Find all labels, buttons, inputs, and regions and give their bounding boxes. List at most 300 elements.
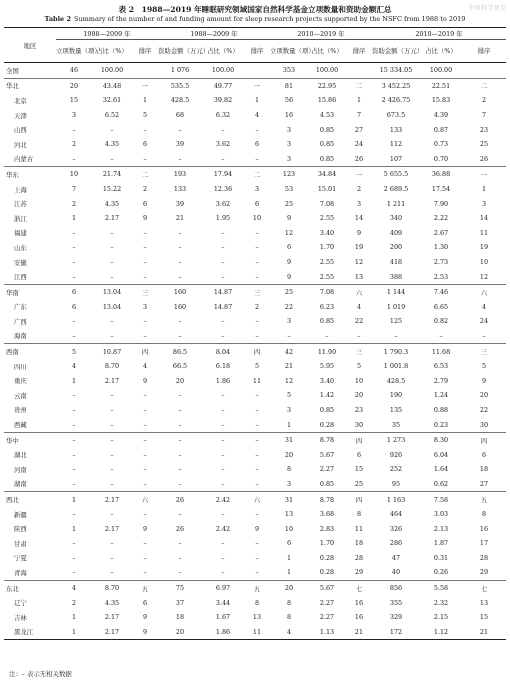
table-cell: – (110, 405, 114, 414)
table-cell: 21 (175, 214, 185, 223)
table-cell: 1.95 (215, 214, 231, 223)
table-cell: 一 (132, 78, 158, 93)
column-header-row (4, 40, 506, 63)
table-cell: 17.54 (431, 185, 451, 194)
table-row (4, 108, 506, 123)
table-cell: 六 (132, 492, 158, 507)
table-row (4, 403, 506, 418)
table-cell: 18 (354, 539, 364, 548)
table-cell: 三 (346, 344, 372, 359)
table-cell: – (178, 391, 182, 400)
table-cell: – (72, 154, 76, 163)
table-cell: – (143, 479, 147, 488)
table-cell: 1.86 (215, 376, 231, 385)
table-cell: – (244, 432, 270, 447)
table-cell: 22 (479, 405, 489, 414)
table-cell: 6.32 (215, 111, 231, 120)
table-cell: 2.83 (319, 524, 335, 533)
table-cell: 28 (354, 553, 364, 562)
table-cell: 3 (356, 199, 362, 208)
table-cell: 15.86 (317, 96, 337, 105)
region-name: 湖北 (14, 451, 27, 460)
table-row (4, 521, 506, 536)
table-cell: – (255, 568, 259, 577)
table-cell: 二 (346, 78, 372, 93)
table-cell: 22 (284, 302, 294, 311)
table-cell: 86.5 (158, 344, 202, 359)
table-cell: 4.35 (104, 598, 120, 607)
table-row (4, 269, 506, 284)
table-cell (132, 63, 158, 79)
table-cell: – (110, 272, 114, 281)
table-cell: – (143, 154, 147, 163)
table-cell: 四 (346, 432, 372, 447)
table-cell: 15 (354, 465, 364, 474)
table-cell: – (143, 317, 147, 326)
table-cell: 五 (132, 580, 158, 595)
table-cell: 四 (244, 344, 270, 359)
table-cell: 20 (354, 391, 364, 400)
table-cell: – (178, 465, 182, 474)
table-cell: 2.17 (104, 613, 120, 622)
header-group-fund-1988: 1988—2009 年 (158, 28, 270, 40)
table-cell: – (255, 405, 259, 414)
table-cell: 193 (158, 167, 202, 182)
table-cell: 1 163 (372, 492, 420, 507)
region-name: 湖南 (14, 480, 27, 489)
table-cell: – (255, 553, 259, 562)
table-cell: 18 (479, 465, 489, 474)
table-row (4, 182, 506, 197)
table-cell: 4 (254, 111, 260, 120)
table-cell: – (178, 258, 182, 267)
region-name: 贵州 (14, 406, 27, 415)
table-cell: 30 (354, 420, 364, 429)
table-cell: 0.70 (433, 154, 449, 163)
region-name: 山东 (14, 243, 27, 252)
region-name: 新疆 (14, 510, 27, 519)
table-cell: 20 (270, 580, 308, 595)
table-cell: – (178, 450, 182, 459)
table-cell: 66.5 (172, 362, 188, 371)
table-cell: 35 (391, 420, 401, 429)
table-cell: 2.79 (433, 376, 449, 385)
table-cell (462, 63, 506, 79)
column-header: 资助金额（万元） (372, 40, 420, 63)
table-cell: 6.97 (202, 580, 244, 595)
table-cell: 三 (132, 284, 158, 299)
table-cell: 46 (69, 66, 79, 75)
table-cell: 535.5 (158, 78, 202, 93)
table-cell: 0.85 (319, 317, 335, 326)
table-cell: 6 (142, 598, 148, 607)
table-cell: 13 (479, 598, 489, 607)
table-cell: 3 (286, 140, 292, 149)
column-header: 占比（%） (202, 40, 244, 63)
table-row (4, 373, 506, 388)
table-cell: 1.70 (319, 539, 335, 548)
table-cell: 36.88 (420, 167, 462, 182)
table-row (4, 300, 506, 315)
table-cell: 3.68 (319, 510, 335, 519)
table-row (4, 492, 506, 507)
table-cell: 四 (346, 492, 372, 507)
table-cell: – (221, 450, 225, 459)
table-cell: 10.87 (92, 344, 132, 359)
table-cell: 1 (356, 96, 362, 105)
table-cell: 1 (71, 524, 77, 533)
table-cell: 18 (175, 613, 185, 622)
table-row (4, 314, 506, 329)
table-cell: 9 (132, 625, 158, 640)
region-name: 广西 (14, 317, 27, 326)
table-cell: 3 (481, 199, 487, 208)
table-cell: – (72, 420, 76, 429)
table-cell: 37 (175, 598, 185, 607)
table-cell: 1.64 (433, 465, 449, 474)
table-cell: 27 (479, 479, 489, 488)
table-cell: 6.23 (319, 302, 335, 311)
table-cell: – (482, 331, 486, 340)
table-cell: 25 (284, 199, 294, 208)
table-cell: 24 (479, 317, 489, 326)
table-cell: 20 (479, 391, 489, 400)
table-cell: – (255, 317, 259, 326)
table-cell: 25 (354, 479, 364, 488)
table-cell: 4 (481, 302, 487, 311)
region-name: 西南 (4, 344, 56, 359)
table-row (4, 536, 506, 551)
table-cell: 1.67 (215, 613, 231, 622)
region-name: 甘肃 (14, 539, 27, 548)
table-cell: 1.70 (319, 243, 335, 252)
table-cell: 2.27 (319, 613, 335, 622)
table-row (4, 432, 506, 447)
table-cell: 四 (132, 344, 158, 359)
table-cell: 1 (56, 625, 92, 640)
table-row (4, 625, 506, 640)
table-cell: 1 (254, 96, 260, 105)
table-cell: 6 (142, 199, 148, 208)
table-cell: 0.82 (433, 317, 449, 326)
table-body (4, 63, 506, 640)
table-cell: 14 (354, 214, 364, 223)
table-cell: 13 (252, 613, 262, 622)
table-cell: – (72, 465, 76, 474)
table-cell: 42 (270, 344, 308, 359)
table-cell: – (221, 510, 225, 519)
table-cell: 17 (479, 539, 489, 548)
table-cell: 1 (142, 96, 148, 105)
table-cell: 0.31 (433, 553, 449, 562)
table-cell: 0.62 (433, 479, 449, 488)
table-cell: 107 (389, 154, 403, 163)
region-name: 青海 (14, 568, 27, 577)
table-cell: 39 (175, 199, 185, 208)
table-cell: 22.95 (308, 78, 346, 93)
region-name: 西北 (4, 492, 56, 507)
table-cell: – (178, 317, 182, 326)
table-cell: – (110, 465, 114, 474)
table-cell: 3.62 (215, 199, 231, 208)
table-cell: 2 (71, 598, 77, 607)
table-cell: – (221, 553, 225, 562)
table-row (4, 595, 506, 610)
table-cell: 5 (56, 344, 92, 359)
table-cell: 21 (346, 625, 372, 640)
table-cell: 11 (479, 228, 489, 237)
table-cell: – (72, 258, 76, 267)
table-cell: 2.17 (92, 625, 132, 640)
region-name: 河南 (14, 465, 27, 474)
table-cell: 4.35 (104, 140, 120, 149)
table-cell: 2.67 (433, 228, 449, 237)
table-cell: – (221, 331, 225, 340)
table-cell: 409 (389, 228, 403, 237)
table-cell: 2.27 (319, 598, 335, 607)
table-cell: 8 (254, 598, 260, 607)
table-cell: – (72, 539, 76, 548)
table-cell: – (221, 420, 225, 429)
table-cell: 326 (389, 524, 403, 533)
table-cell: – (221, 154, 225, 163)
table-cell: 353 (282, 66, 296, 75)
table-cell: 23 (354, 405, 364, 414)
table-cell: 四 (462, 432, 506, 447)
table-cell: – (221, 539, 225, 548)
table-cell: 12 (479, 272, 489, 281)
table-cell: 1 (71, 613, 77, 622)
table-cell: 8 (286, 598, 292, 607)
table-cell: – (72, 125, 76, 134)
table-cell: 3 (286, 154, 292, 163)
table-row (4, 78, 506, 93)
table-cell: 47 (391, 553, 401, 562)
table-cell: – (221, 568, 225, 577)
region-name: 山西 (14, 126, 27, 135)
region-name: 四川 (14, 362, 27, 371)
region-name: 北京 (14, 96, 27, 105)
table-cell: 9 (142, 524, 148, 533)
table-cell: 9 (142, 613, 148, 622)
table-cell: 3 (254, 185, 260, 194)
table-cell: 30 (479, 420, 489, 429)
table-cell: 133 (173, 185, 187, 194)
table-cell: 160 (173, 302, 187, 311)
table-cell: – (110, 420, 114, 429)
table-cell: 1 (286, 553, 292, 562)
column-header: 排序 (346, 40, 372, 63)
table-cell: 2 (481, 96, 487, 105)
table-cell: 23 (479, 125, 489, 134)
table-row (4, 580, 506, 595)
table-cell: 25 (270, 284, 308, 299)
table-cell: – (255, 450, 259, 459)
table-cell: – (255, 272, 259, 281)
table-cell: – (255, 243, 259, 252)
table-cell: 5 (286, 391, 292, 400)
table-cell: – (143, 450, 147, 459)
funding-summary-table (4, 27, 506, 640)
table-cell: 0.26 (433, 568, 449, 577)
table-cell: – (221, 317, 225, 326)
table-cell: 39 (175, 140, 185, 149)
table-cell: 6.04 (433, 450, 449, 459)
table-cell: – (56, 432, 92, 447)
table-cell: – (110, 228, 114, 237)
table-cell: 329 (389, 613, 403, 622)
table-cell: 3 452.25 (372, 78, 420, 93)
table-cell: 1 211 (386, 199, 406, 208)
table-cell: 14 (479, 214, 489, 223)
table-cell: 100.00 (315, 66, 339, 75)
table-cell: – (110, 154, 114, 163)
table-cell: – (72, 331, 76, 340)
table-cell: 12 (354, 258, 364, 267)
table-cell: 200 (389, 243, 403, 252)
table-cell: – (72, 317, 76, 326)
region-name: 天津 (14, 111, 27, 120)
column-header: 排序 (244, 40, 270, 63)
journal-watermark: 中国科学基金 (468, 5, 506, 12)
table-row (4, 152, 506, 167)
table-cell: – (110, 479, 114, 488)
table-cell: 388 (389, 272, 403, 281)
table-cell: – (72, 510, 76, 519)
region-name: 江苏 (14, 200, 27, 209)
table-cell: 4 (356, 302, 362, 311)
table-row (4, 63, 506, 79)
table-cell: 133 (389, 125, 403, 134)
table-cell: 21 (284, 362, 294, 371)
table-cell: 16 (354, 598, 364, 607)
region-name: 陕西 (14, 525, 27, 534)
table-cell: 2.55 (319, 214, 335, 223)
table-cell: – (255, 391, 259, 400)
table-cell: – (221, 479, 225, 488)
table-cell: 2 (356, 185, 362, 194)
table-cell: 8 (481, 510, 487, 519)
table-cell: – (178, 243, 182, 252)
table-cell: 16 (354, 613, 364, 622)
region-name: 华东 (4, 167, 56, 182)
table-cell: 19 (479, 243, 489, 252)
table-row (4, 167, 506, 182)
table-cell: – (178, 539, 182, 548)
table-cell: 4 (71, 362, 77, 371)
table-cell: 0.73 (433, 140, 449, 149)
table-row (4, 477, 506, 492)
table-cell: 5.58 (420, 580, 462, 595)
table-cell: 100.00 (429, 66, 453, 75)
table-cell: 11 (244, 625, 270, 640)
table-cell: 2.27 (319, 465, 335, 474)
table-cell: 15.01 (317, 185, 337, 194)
table-row (4, 507, 506, 522)
table-cell: 0.28 (319, 420, 335, 429)
table-cell: – (178, 331, 182, 340)
table-cell: – (110, 450, 114, 459)
table-cell: 三 (244, 284, 270, 299)
table-cell: – (287, 331, 291, 340)
table-cell: 7.08 (319, 199, 335, 208)
table-cell: 34.84 (308, 167, 346, 182)
table-cell: 7 (481, 111, 487, 120)
table-cell: 6 (356, 450, 362, 459)
table-cell: 5.95 (319, 362, 335, 371)
table-cell: 8 (286, 613, 292, 622)
table-cell: 3 (286, 317, 292, 326)
table-cell: 2.22 (433, 214, 449, 223)
table-cell: – (143, 228, 147, 237)
table-cell: 0.85 (319, 154, 335, 163)
table-cell: 7.58 (420, 492, 462, 507)
region-name: 云南 (14, 391, 27, 400)
table-cell: 125 (389, 317, 403, 326)
table-cell: – (255, 420, 259, 429)
table-cell: 11.68 (420, 344, 462, 359)
table-cell: 五 (244, 580, 270, 595)
table-cell: – (110, 243, 114, 252)
table-cell: – (255, 154, 259, 163)
table-cell: 160 (158, 284, 202, 299)
table-cell: 95 (391, 479, 401, 488)
table-cell: 0.28 (319, 553, 335, 562)
region-name: 全国 (6, 66, 19, 75)
table-cell: 6.18 (215, 362, 231, 371)
table-cell: – (221, 125, 225, 134)
table-cell (244, 63, 270, 79)
region-name: 华南 (4, 284, 56, 299)
table-cell: 3.62 (215, 140, 231, 149)
table-cell: 3 (286, 125, 292, 134)
table-cell: 10 (479, 258, 489, 267)
table-cell: 22.51 (420, 78, 462, 93)
table-cell: 340 (389, 214, 403, 223)
table-cell: 5.67 (319, 450, 335, 459)
table-cell: 1.86 (202, 625, 244, 640)
table-row (4, 551, 506, 566)
table-row (4, 255, 506, 270)
table-cell: 2 689.5 (383, 185, 409, 194)
table-row (4, 417, 506, 432)
table-cell: – (221, 391, 225, 400)
table-cell: 6 (254, 140, 260, 149)
table-cell: 0.85 (319, 479, 335, 488)
region-name: 重庆 (14, 377, 27, 386)
table-cell: – (178, 568, 182, 577)
table-cell: 75 (158, 580, 202, 595)
table-cell: 21.74 (92, 167, 132, 182)
table-cell: 17.94 (202, 167, 244, 182)
table-cell: – (72, 243, 76, 252)
table-cell: 七 (462, 580, 506, 595)
table-cell: 252 (389, 465, 403, 474)
table-cell: 2.13 (433, 524, 449, 533)
table-row (4, 359, 506, 374)
table-cell: – (255, 331, 259, 340)
table-cell: 6 (481, 450, 487, 459)
table-cell: 464 (389, 510, 403, 519)
table-cell: 2.55 (319, 272, 335, 281)
table-cell: – (110, 539, 114, 548)
table-cell: 3 (71, 111, 77, 120)
table-title-cn: 表 2 1988—2019 年睡眠研究领域国家自然科学基金立项数量和资助金额汇总 (118, 5, 392, 14)
table-cell: 六 (462, 284, 506, 299)
table-cell: 31 (270, 492, 308, 507)
table-cell: 3.40 (319, 376, 335, 385)
table-cell: 1.24 (433, 391, 449, 400)
